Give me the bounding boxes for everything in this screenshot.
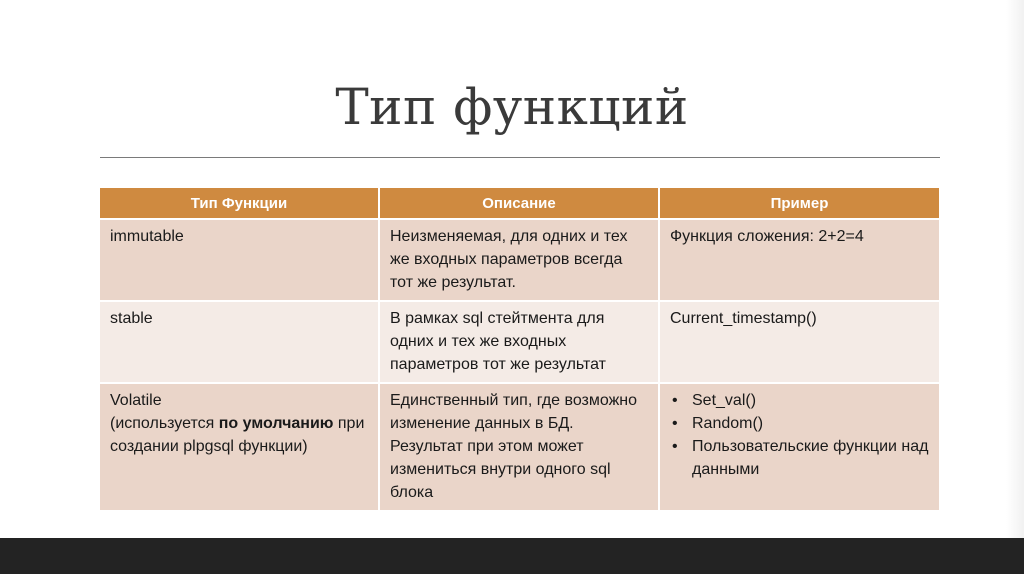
function-types-table: [100, 188, 939, 512]
cell-type: stable: [100, 301, 379, 383]
table-row-stable: [100, 301, 939, 383]
table-row-immutable: [100, 219, 939, 301]
cell-type: immutable: [100, 219, 379, 301]
list-item: • Random(): [692, 412, 929, 435]
cell-type: [100, 383, 379, 511]
cell-example: [659, 383, 939, 511]
type-name-volatile: Volatile: [110, 392, 162, 409]
footer-bar: [0, 538, 1024, 574]
type-note-prefix: (используется: [110, 415, 219, 432]
header-description: Описание: [379, 188, 659, 219]
list-item: • Set_val(): [692, 389, 929, 412]
title-divider: [100, 157, 940, 158]
cell-example: Функция сложения: 2+2=4: [659, 219, 939, 301]
table-row-volatile: [100, 383, 939, 511]
example-list: [670, 389, 929, 481]
slide-title: Тип функций: [335, 78, 689, 136]
cell-description: Неизменяемая, для одних и тех же входных параметров всегда тот же результат.: [379, 219, 659, 301]
table-header-row: [100, 188, 939, 219]
header-type: Тип Функции: [100, 188, 379, 219]
type-note-suffix: при создании plpgsql функции): [110, 415, 365, 455]
cell-description: В рамках sql стейтмента для одних и тех же входных параметров тот же результат: [379, 301, 659, 383]
type-note-default-emphasis: по умолчанию: [218, 415, 334, 432]
list-item: • Пользовательские функции над данными: [692, 435, 929, 481]
header-example: Пример: [659, 188, 939, 219]
cell-description: Единственный тип, где возможно изменение данных в БД. Результат при этом может измениться внутри одного sql блока: [379, 383, 659, 511]
cell-example: Current_timestamp(): [659, 301, 939, 383]
